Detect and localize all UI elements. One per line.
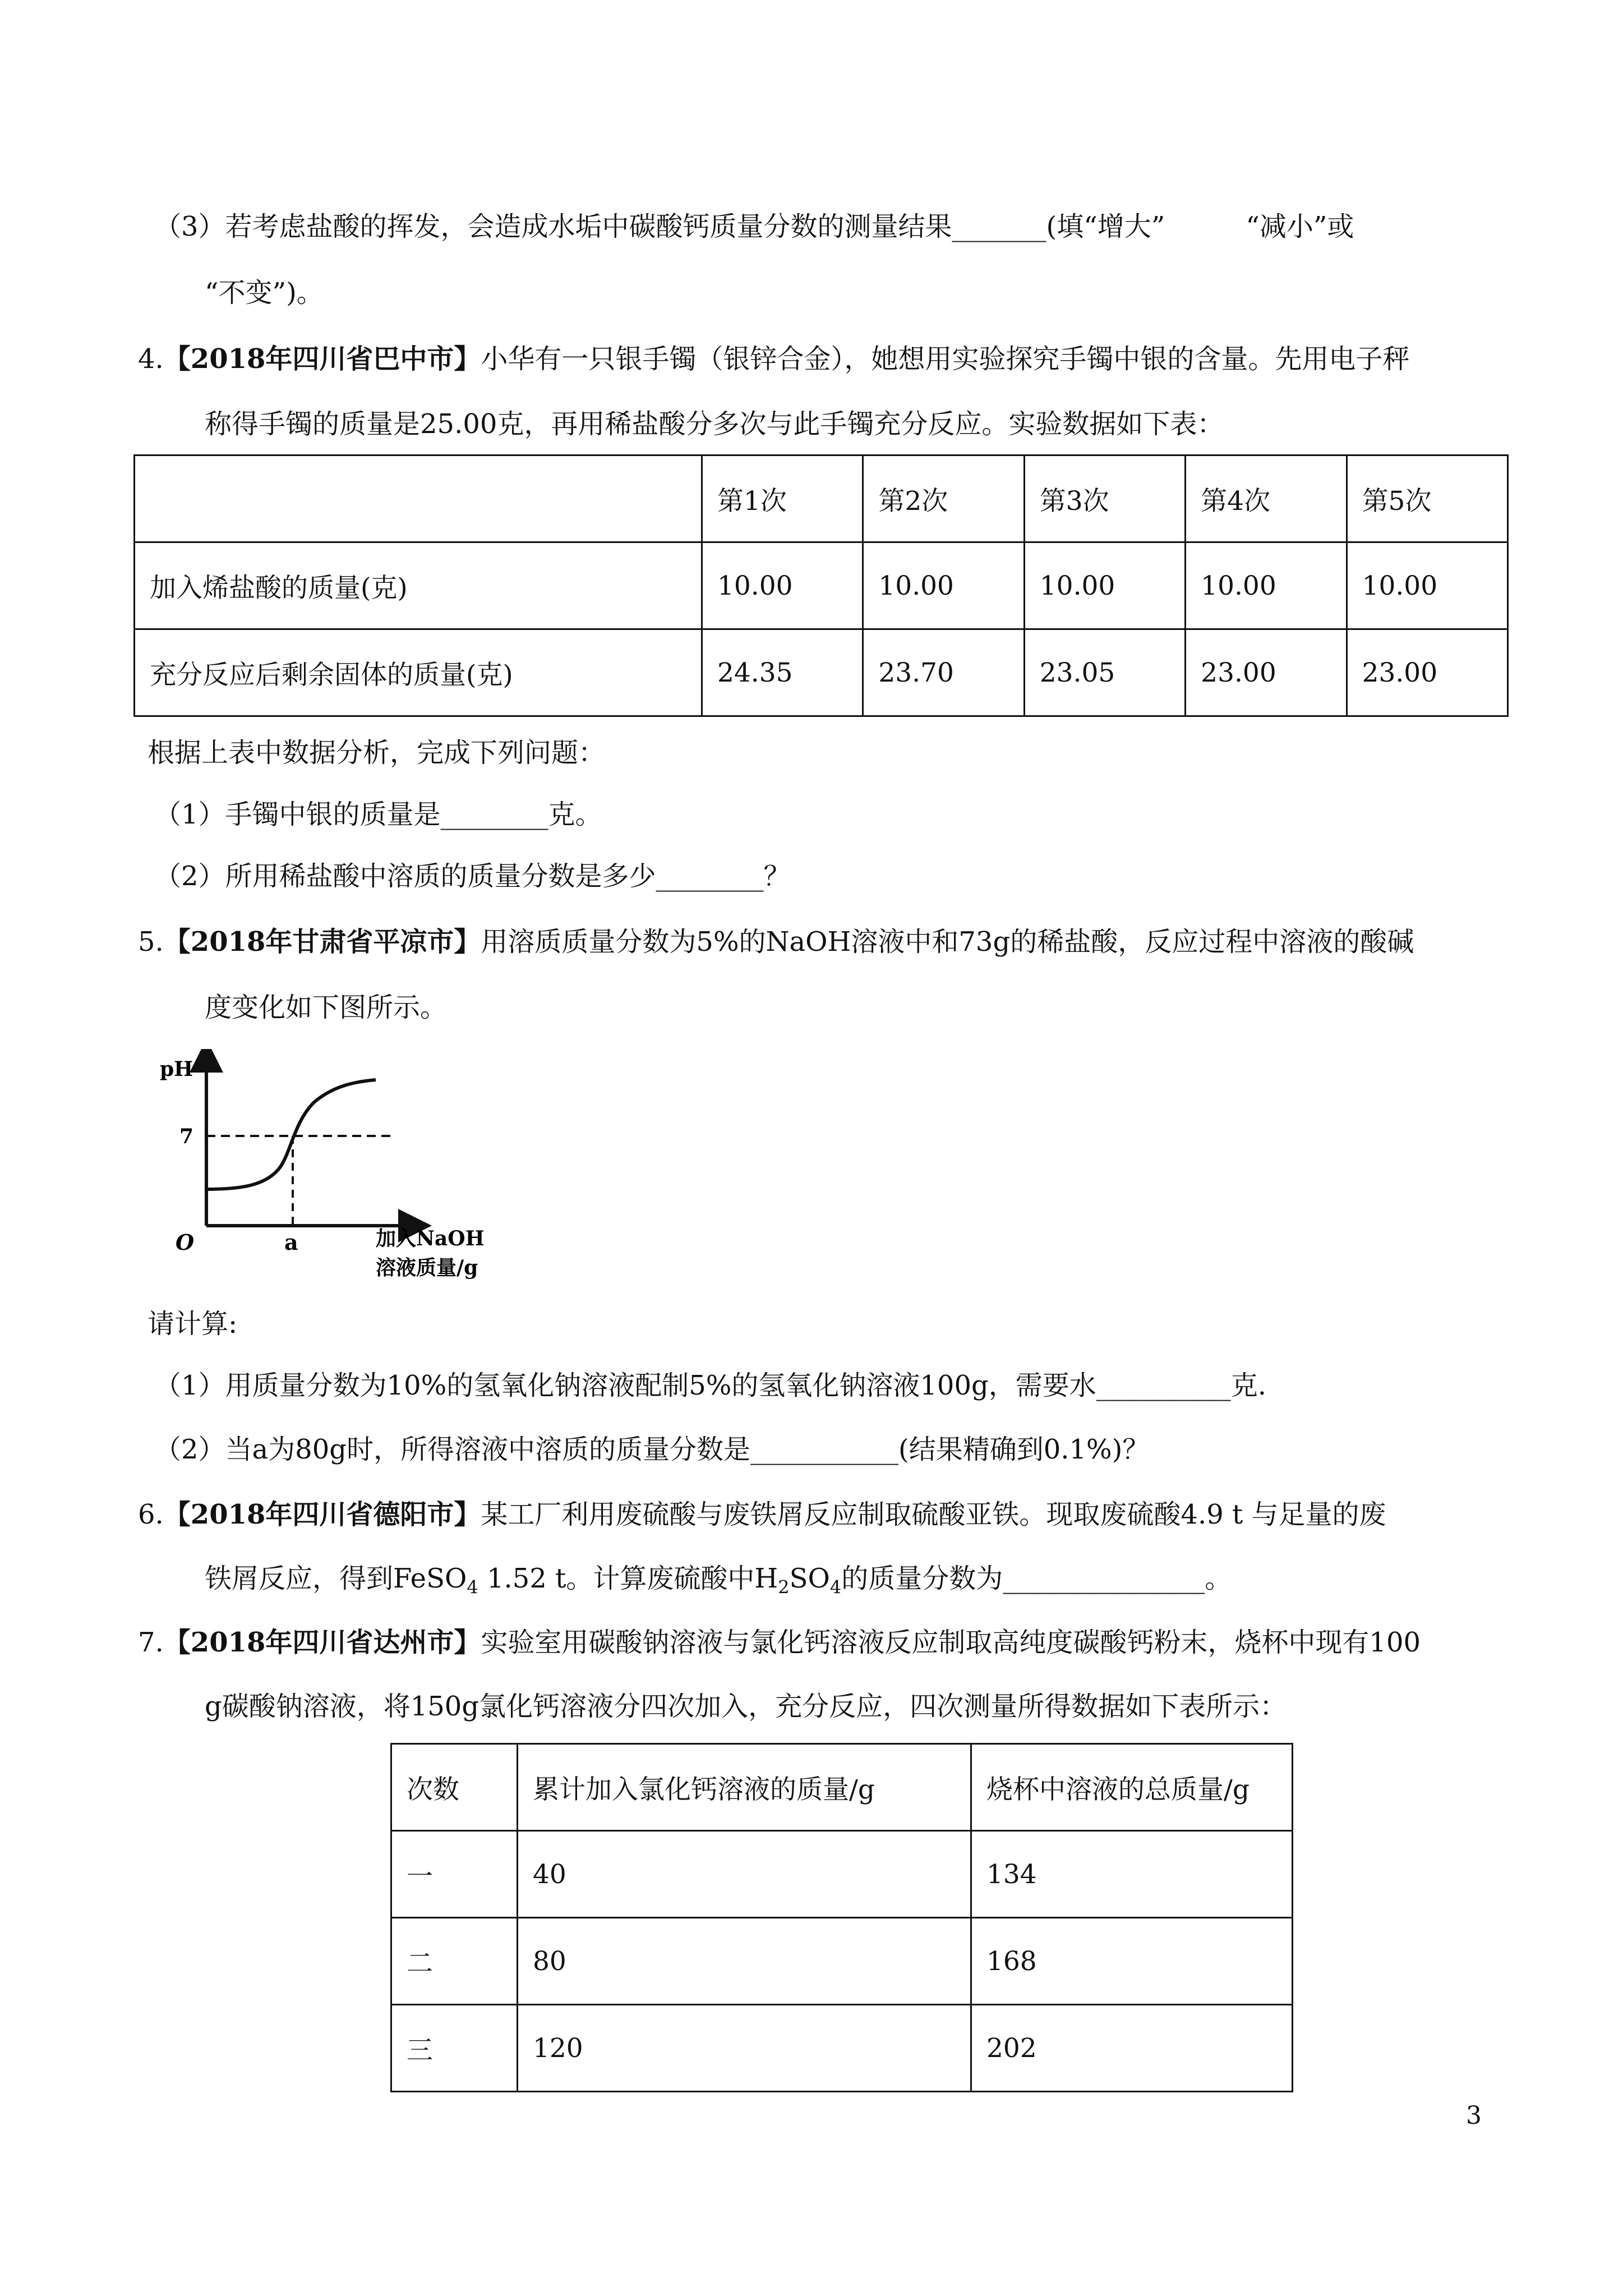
table2-cell: 三 <box>391 2005 518 2092</box>
q7-line-1 <box>138 1629 1421 1656</box>
table1-cell: 10.00 <box>1347 542 1507 629</box>
table2-cell: 二 <box>391 1918 518 2005</box>
table-row <box>391 1831 1293 1918</box>
q4-line-4: （1）手镯中银的质量是________克。 <box>154 799 602 830</box>
y-axis-label: pH <box>160 1057 193 1081</box>
table1-cell: 23.00 <box>1186 629 1347 716</box>
table1-cell: 充分反应后剩余固体的质量(克) <box>135 629 702 716</box>
x-axis-label-2: 溶液质量/g <box>376 1256 478 1280</box>
q7-text: 实验室用碳酸钠溶液与氯化钙溶液反应制取高纯度碳酸钙粉末，烧杯中现有100 <box>481 1627 1421 1658</box>
table2-cell: 120 <box>518 2005 971 2092</box>
table1-cell: 10.00 <box>702 542 863 629</box>
q6-text-part: 铁屑反应，得到FeSO <box>205 1563 467 1594</box>
q6-line-1 <box>138 1501 1386 1528</box>
q5-line-3: 请计算: <box>147 1308 238 1340</box>
q5-source-tag: 【2018年甘肃省平凉市】 <box>163 926 481 958</box>
table1-cell: 10.00 <box>863 542 1024 629</box>
table2-cell: 134 <box>971 1831 1293 1918</box>
table1-header: 第4次 <box>1186 455 1347 542</box>
q7-line-2: g碳酸钠溶液，将150g氯化钙溶液分四次加入，充分反应，四次测量所得数据如下表所示： <box>205 1691 1287 1722</box>
q6-text: 某工厂利用废硫酸与废铁屑反应制取硫酸亚铁。现取废硫酸4.9 t 与足量的废 <box>481 1499 1386 1530</box>
q4-line-2: 称得手镯的质量是25.00克，再用稀盐酸分多次与此手镯充分反应。实验数据如下表： <box>205 408 1224 440</box>
table1-header-empty <box>135 455 702 542</box>
table2-cell: 80 <box>518 1918 971 2005</box>
q6-text-part: SO <box>789 1563 830 1594</box>
q5-line-5: （2）当a为80g时，所得溶液中溶质的质量分数是___________(结果精确到0.1%)？ <box>154 1434 1150 1465</box>
table2-cell: 40 <box>518 1831 971 1918</box>
q3-line-1: （3）若考虑盐酸的挥发，会造成水垢中碳酸钙质量分数的测量结果_______(填“增大” “减小”或 <box>154 211 1354 242</box>
table2-header: 烧杯中溶液的总质量/g <box>971 1744 1293 1831</box>
q4-line-3: 根据上表中数据分析，完成下列问题： <box>147 737 606 769</box>
q5-number: 5. <box>138 926 164 958</box>
table1-header: 第5次 <box>1347 455 1507 542</box>
ph-curve <box>206 1080 376 1189</box>
table2-cell: 202 <box>971 2005 1293 2092</box>
ph-curve-figure <box>154 1049 536 1285</box>
table1-cell: 23.00 <box>1347 629 1507 716</box>
page-number: 3 <box>1466 2101 1482 2130</box>
q5-line-2: 度变化如下图所示。 <box>205 992 448 1023</box>
q6-text-part: 1.52 t。计算废硫酸中H <box>478 1563 778 1594</box>
table2-header: 累计加入氯化钙溶液的质量/g <box>518 1744 971 1831</box>
q6-subscript: 4 <box>467 1576 478 1598</box>
q3-line-2: “不变”)。 <box>205 277 324 309</box>
table2-cell: 168 <box>971 1918 1293 2005</box>
table1-cell: 24.35 <box>702 629 863 716</box>
table1-cell: 10.00 <box>1186 542 1347 629</box>
calcium-carbonate-table <box>390 1743 1293 2092</box>
q4-line-5: （2）所用稀盐酸中溶质的质量分数是多少________？ <box>154 861 791 892</box>
table1-header: 第1次 <box>702 455 863 542</box>
q6-subscript: 2 <box>778 1576 790 1598</box>
q4-text: 小华有一只银手镯（银锌合金），她想用实验探究手镯中银的含量。先用电子秤 <box>481 343 1410 375</box>
q7-number: 7. <box>138 1627 164 1658</box>
q5-line-4: （1）用质量分数为10%的氢氧化钠溶液配制5%的氢氧化钠溶液100g，需要水__________克. <box>154 1370 1266 1401</box>
q6-source-tag: 【2018年四川省德阳市】 <box>163 1499 481 1530</box>
table-row <box>135 542 1508 629</box>
table1-cell: 加入烯盐酸的质量(克) <box>135 542 702 629</box>
q6-subscript: 4 <box>829 1576 842 1598</box>
q6-text-part: 的质量分数为_______________。 <box>841 1563 1232 1594</box>
table-row <box>391 2005 1293 2092</box>
table-row <box>135 629 1508 716</box>
q4-source-tag: 【2018年四川省巴中市】 <box>163 343 481 375</box>
table1-cell: 23.70 <box>863 629 1024 716</box>
q5-text: 用溶质质量分数为5%的NaOH溶液中和73g的稀盐酸，反应过程中溶液的酸碱 <box>481 926 1414 958</box>
q6-number: 6. <box>138 1499 164 1530</box>
table1-cell: 23.05 <box>1024 629 1185 716</box>
x-tick-a: a <box>284 1230 298 1255</box>
table1-cell: 10.00 <box>1024 542 1185 629</box>
origin-label: O <box>176 1230 195 1255</box>
q5-line-1 <box>138 926 1414 958</box>
table-row <box>391 1918 1293 2005</box>
table1-header: 第3次 <box>1024 455 1185 542</box>
silver-bracelet-table <box>133 454 1509 717</box>
q6-line-2 <box>205 1565 1232 1596</box>
table2-cell: 一 <box>391 1831 518 1918</box>
table2-header: 次数 <box>391 1744 518 1831</box>
q4-number: 4. <box>138 343 164 375</box>
q4-line-1 <box>138 343 1410 375</box>
y-tick-7: 7 <box>179 1125 194 1148</box>
x-axis-label-1: 加入NaOH <box>376 1227 485 1250</box>
q7-source-tag: 【2018年四川省达州市】 <box>163 1627 481 1658</box>
table1-header: 第2次 <box>863 455 1024 542</box>
